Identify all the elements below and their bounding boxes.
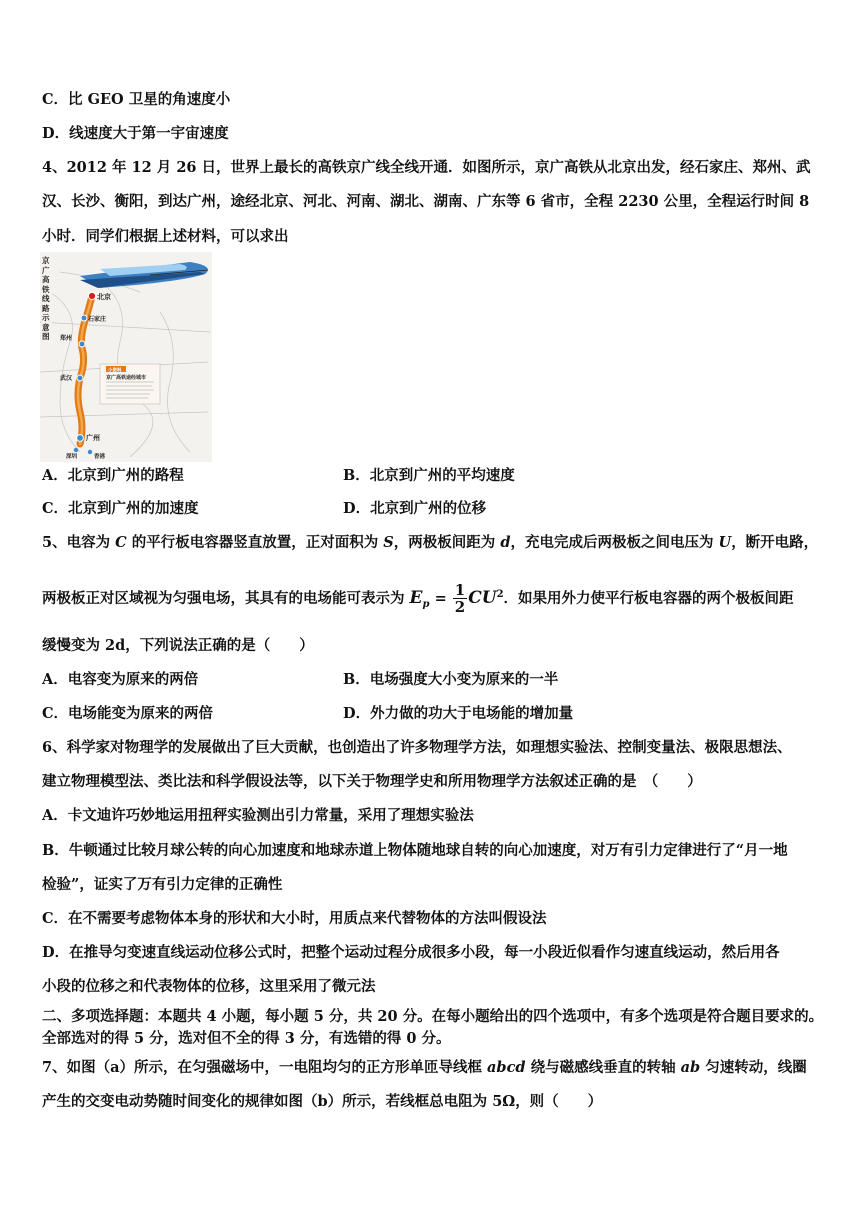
legend-title: 小资料 — [108, 368, 122, 374]
city-label-zhengzhou: 郑州 — [60, 335, 73, 342]
option-5b: B．电场强度大小变为原来的一半 — [343, 671, 559, 688]
option-6b-line2: 检验”，证实了万有引力定律的正确性 — [42, 876, 283, 893]
city-label-wuhan: 武汉 — [60, 375, 73, 382]
city-label-shenzhen: 深圳 — [66, 454, 78, 460]
question-6-line1: 6、科学家对物理学的发展做出了巨大贡献，也创造出了许多物理学方法，如理想实验法、控制变量法、极限思想法、 — [42, 739, 792, 756]
option-3d: D．线速度大于第一宇宙速度 — [42, 125, 229, 142]
city-label-hongkong: 香港 — [94, 454, 106, 460]
option-5d: D．外力做的功大于电场能的增加量 — [343, 705, 574, 722]
question-5-line3: 缓慢变为 2d，下列说法正确的是（ ） — [42, 637, 314, 654]
question-5-line2: 两极板正对区域视为匀强电场，其具有的电场能可表示为 $E_p$ = $\frac{1}{2}$ $CU^2$．如果用外力使平行板电容器的两个极板间距 — [42, 581, 794, 617]
city-label-shijiazhuang: 石家庄 — [88, 316, 107, 323]
city-label-beijing: 北京 — [97, 293, 111, 301]
option-6b-line1: B．牛顿通过比较月球公转的向心加速度和地球赤道上物体随地球自转的向心加速度，对万有引力定律进行了“月一地 — [42, 842, 788, 859]
section-2-header-line1: 二、多项选择题：本题共 4 小题，每小题 5 分，共 20 分。在每小题给出的四个选项中，有多个选项是符合题目要求的。 — [42, 1008, 824, 1025]
energy-formula: $E_p$ = $\frac{1}{2}$ $CU^2$ — [409, 581, 504, 617]
question-4-line2: 汉、长沙、衡阳，到达广州，途经北京、河北、河南、湖北、湖南、广东等 6 省市，全程 2230 公里，全程运行时间 8 — [42, 193, 810, 210]
question-7-line1: 7、如图（a）所示，在匀强磁场中，一电阻均匀的正方形单匝导线框 abcd 绕与磁感线垂直的转轴 ab 匀速转动，线圈 — [42, 1059, 807, 1076]
question-5-line1: 5、电容为 C 的平行板电容器竖直放置，正对面积为 S，两极板间距为 d，充电完成后两极板之间电压为 U，断开电路， — [42, 534, 819, 551]
option-6a: A．卡文迪许巧妙地运用扭秤实验测出引力常量，采用了理想实验法 — [42, 807, 474, 824]
question-4-line3: 小时．同学们根据上述材料，可以求出 — [42, 228, 289, 245]
option-4d: D．北京到广州的位移 — [343, 500, 487, 517]
option-6c: C．在不需要考虑物体本身的形状和大小时，用质点来代替物体的方法叫假设法 — [42, 910, 547, 927]
option-6d-line2: 小段的位移之和代表物体的位移，这里采用了微元法 — [42, 978, 376, 995]
city-label-guangzhou: 广州 — [86, 434, 100, 442]
section-2-header-line2: 全部选对的得 5 分，选对但不全的得 3 分，有选错的得 0 分。 — [42, 1030, 451, 1047]
question-7-line2: 产生的交变电动势随时间变化的规律如图（b）所示，若线框总电阻为 5Ω，则（ ） — [42, 1093, 603, 1110]
option-4c: C．北京到广州的加速度 — [42, 500, 199, 517]
option-5c: C．电场能变为原来的两倍 — [42, 705, 214, 722]
option-4b: B．北京到广州的平均速度 — [343, 467, 515, 484]
option-6d-line1: D．在推导匀变速直线运动位移公式时，把整个运动过程分成很多小段，每一小段近似看作匀速直线运动，然后用各 — [42, 944, 780, 961]
option-5a: A．电容变为原来的两倍 — [42, 671, 199, 688]
option-4a: A．北京到广州的路程 — [42, 467, 184, 484]
question-6-line2: 建立物理模型法、类比法和科学假设法等，以下关于物理学史和所用物理学方法叙述正确的是 （ ） — [42, 773, 702, 790]
question-4-line1: 4、2012 年 12 月 26 日，世界上最长的高铁京广线全线开通．如图所示，京广高铁从北京出发，经石家庄、郑州、武 — [42, 159, 811, 176]
map-side-title: 京广高铁线路示意图 — [42, 256, 52, 342]
option-3c: C．比 GEO 卫星的角速度小 — [42, 91, 231, 108]
legend-text: 京广高铁途经城市 — [106, 375, 147, 381]
railway-map-figure — [40, 252, 212, 462]
